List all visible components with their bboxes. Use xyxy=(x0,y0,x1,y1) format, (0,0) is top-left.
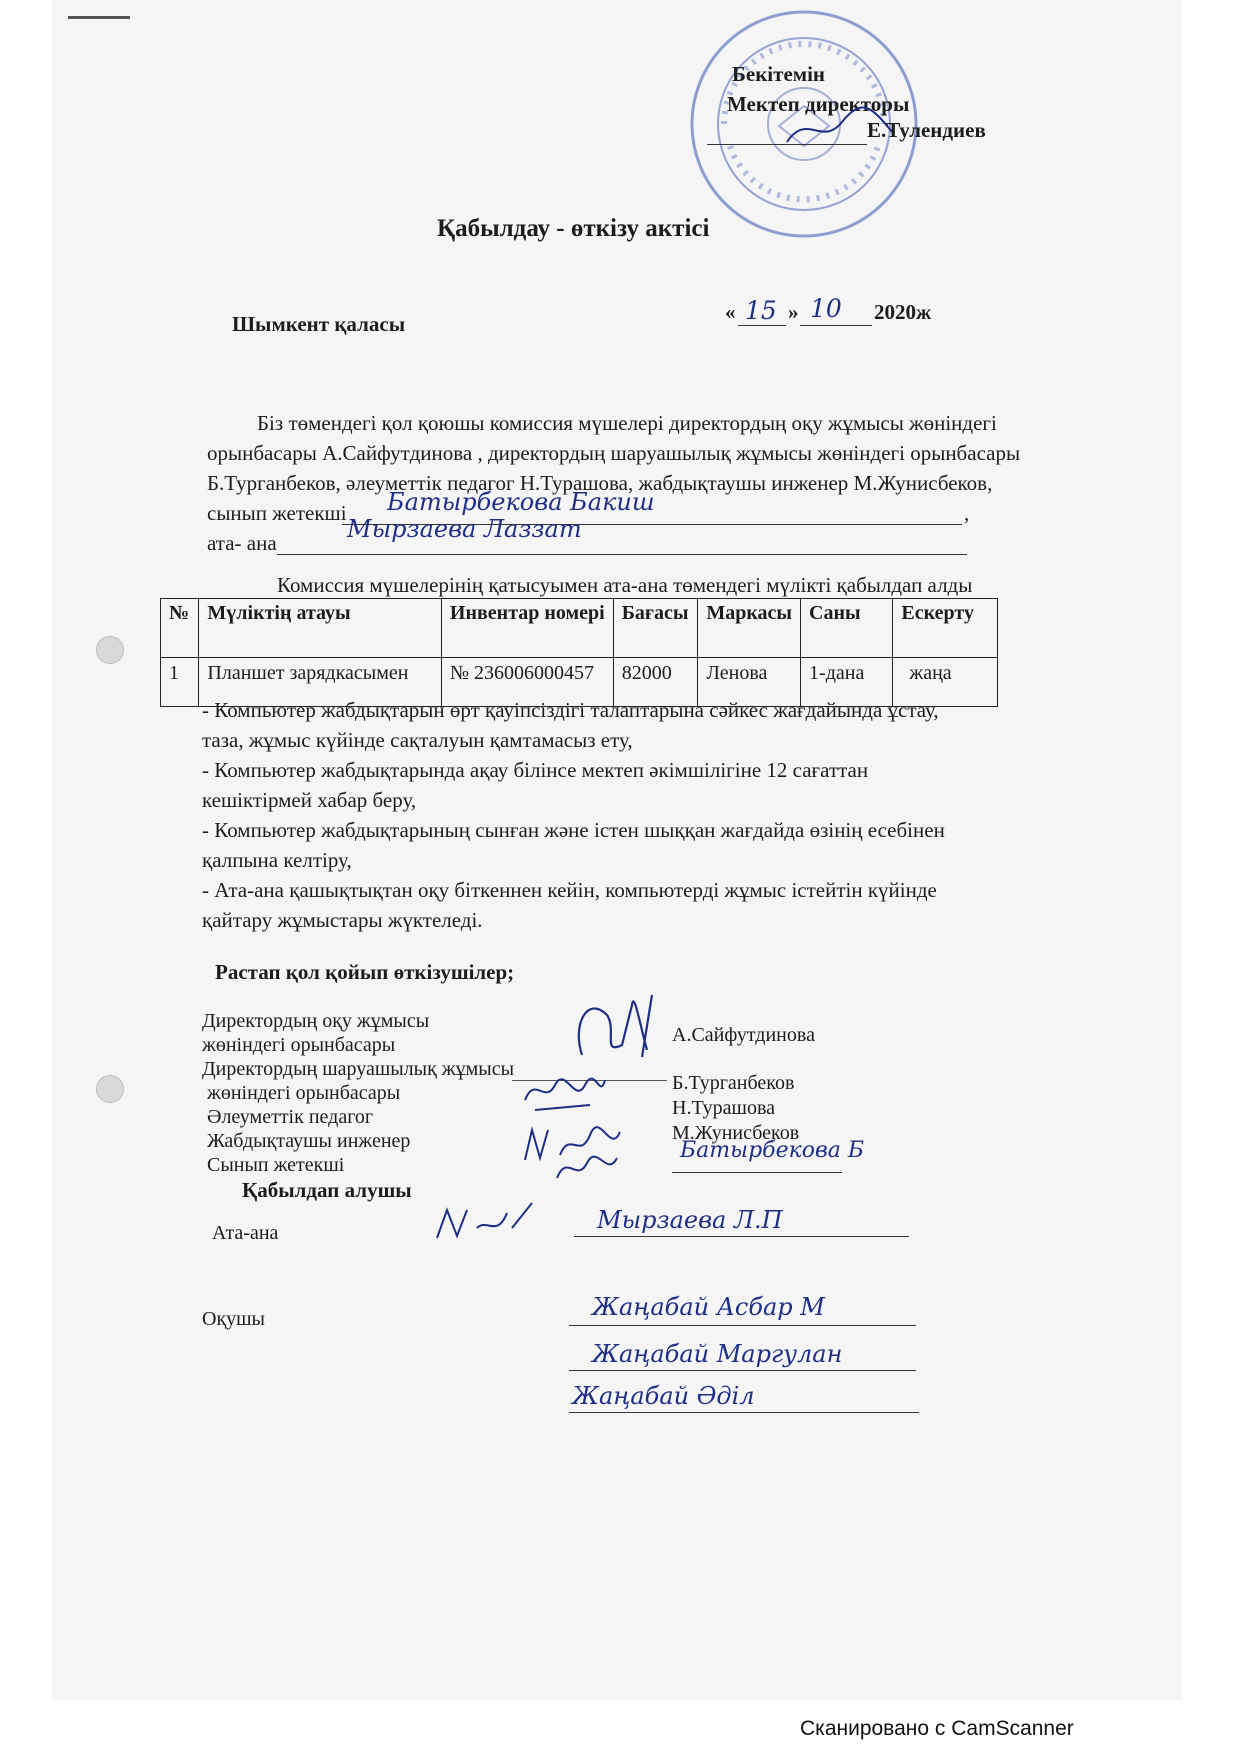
student-line-2 xyxy=(569,1370,916,1371)
signer-name: А.Сайфутдинова xyxy=(672,1024,815,1046)
table-header: Мүліктің атауы xyxy=(199,599,441,658)
obligation-line: - Компьютер жабдықтарының сынған және істен шыққан жағдайда өзінің есебінен xyxy=(202,818,945,842)
items-table xyxy=(160,598,998,707)
director-sign-line xyxy=(707,144,867,145)
signer-name: Б.Турганбеков xyxy=(672,1072,795,1094)
signer-role: Жабдықтаушы инженер xyxy=(207,1130,411,1152)
student-handwritten-3: Жаңабай Әділ xyxy=(572,1382,755,1410)
signature-zhunisbekov xyxy=(552,1148,622,1188)
date-close-quote: » xyxy=(788,300,799,324)
signer-role: Сынып жетекші xyxy=(207,1154,345,1176)
table-header: Инвентар номері xyxy=(441,599,613,658)
date-day: 15 xyxy=(745,296,777,325)
teacher-sign-handwritten: Батырбекова Б xyxy=(680,1138,865,1163)
camscanner-footer: Сканировано с CamScanner xyxy=(800,1717,1074,1740)
obligation-line: - Ата-ана қашықтықтан оқу біткеннен кейін, компьютерді жұмыс істейтін күйінде xyxy=(202,878,937,902)
signer-role: Директордың шаруашылық жұмысы xyxy=(202,1058,515,1080)
table-header: № xyxy=(161,599,199,658)
signature-parent xyxy=(432,1198,542,1248)
table-cell: 82000 xyxy=(613,658,698,707)
obligation-line: кешіктірмей хабар беру, xyxy=(202,788,417,812)
date-month: 10 xyxy=(810,294,842,323)
parent-line xyxy=(277,554,967,555)
student-line-3 xyxy=(569,1412,919,1413)
table-cell: Ленова xyxy=(698,658,801,707)
signer-role: жөніндегі орынбасары xyxy=(202,1034,396,1056)
receivers-heading: Қабылдап алушы xyxy=(242,1178,412,1202)
parent-handwritten: Мырзаева Лаззат xyxy=(347,515,582,543)
student-handwritten-1: Жаңабай Асбар М xyxy=(592,1293,825,1321)
obligation-line: - Компьютер жабдықтарын өрт қауіпсіздігі талаптарына сәйкес жағдайында ұстау, xyxy=(202,698,939,722)
date-month-line xyxy=(800,325,872,326)
table-header-row xyxy=(161,599,998,658)
table-header: Ескерту xyxy=(893,599,998,658)
table-cell: Планшет зарядкасымен xyxy=(199,658,441,707)
teacher-sign-line xyxy=(672,1172,842,1173)
table-cell: жаңа xyxy=(893,658,998,707)
signature-turganbekov xyxy=(520,1060,610,1120)
intro-line-3: Б.Турганбеков, әлеуметтік педагог Н.Турашова, жабдықтаушы инженер М.Жунисбеков, xyxy=(207,471,993,495)
date-day-line xyxy=(738,325,786,326)
student-line-1 xyxy=(569,1325,916,1326)
table-header: Саны xyxy=(801,599,893,658)
signer-role: Директордың оқу жұмысы xyxy=(202,1010,430,1032)
signers-heading: Растап қол қойып өткізушілер; xyxy=(215,960,515,984)
director-name: Е.Тулендиев xyxy=(867,118,986,142)
document-page xyxy=(52,0,1182,1700)
table-header: Маркасы xyxy=(698,599,801,658)
obligation-line: қайтару жұмыстары жүктеледі. xyxy=(202,908,483,932)
signer-role: Әлеуметтік педагог xyxy=(207,1106,374,1128)
date-year: 2020ж xyxy=(874,300,932,324)
table-header: Бағасы xyxy=(613,599,698,658)
table-cell: 1-дана xyxy=(801,658,893,707)
obligation-line: таза, жұмыс күйінде сақталуын қамтамасыз ету, xyxy=(202,728,633,752)
punch-hole xyxy=(96,636,124,664)
commission-line: Комиссия мүшелерінің қатысуымен ата-ана төмендегі мүлікті қабылдап алды xyxy=(277,573,973,597)
signer-role: жөніндегі орынбасары xyxy=(207,1082,401,1104)
table-cell: 1 xyxy=(161,658,199,707)
signer-name: М.Жунисбеков xyxy=(672,1122,800,1144)
place: Шымкент қаласы xyxy=(232,312,406,336)
date-open-quote: « xyxy=(725,300,736,324)
obligation-line: - Компьютер жабдықтарында ақау білінсе мектеп әкімшілігіне 12 сағаттан xyxy=(202,758,869,782)
signer-name: Н.Турашова xyxy=(672,1097,775,1119)
teacher-handwritten: Батырбекова Бакиш xyxy=(387,488,655,516)
punch-hole xyxy=(96,1075,124,1103)
obligation-line: қалпына келтіру, xyxy=(202,848,352,872)
teacher-label: сынып жетекші xyxy=(207,501,347,525)
parent-sign-label: Ата-ана xyxy=(212,1222,279,1244)
parent-sign-handwritten: Мырзаева Л.П xyxy=(597,1206,783,1234)
teacher-comma: , xyxy=(964,501,970,525)
approval-position: Мектеп директоры xyxy=(727,92,910,116)
signature-saifutdinova xyxy=(562,985,672,1065)
parent-sign-line xyxy=(574,1236,909,1237)
student-handwritten-2: Жаңабай Маргулан xyxy=(592,1340,843,1368)
scan-mark xyxy=(68,16,130,19)
obligations-list xyxy=(202,695,945,935)
table-cell: № 236006000457 xyxy=(441,658,613,707)
approval-label: Бекітемін xyxy=(732,62,826,86)
student-label: Оқушы xyxy=(202,1308,265,1330)
document-title: Қабылдау - өткізу актісі xyxy=(437,215,710,242)
intro-line-1: Біз төмендегі қол қоюшы комиссия мүшелері директордың оқу жұмысы жөніндегі xyxy=(257,411,997,435)
parent-label: ата- ана xyxy=(207,531,277,555)
intro-line-2: орынбасары А.Сайфутдинова , директордың шаруашылық жұмысы жөніндегі орынбасары xyxy=(207,441,1021,465)
